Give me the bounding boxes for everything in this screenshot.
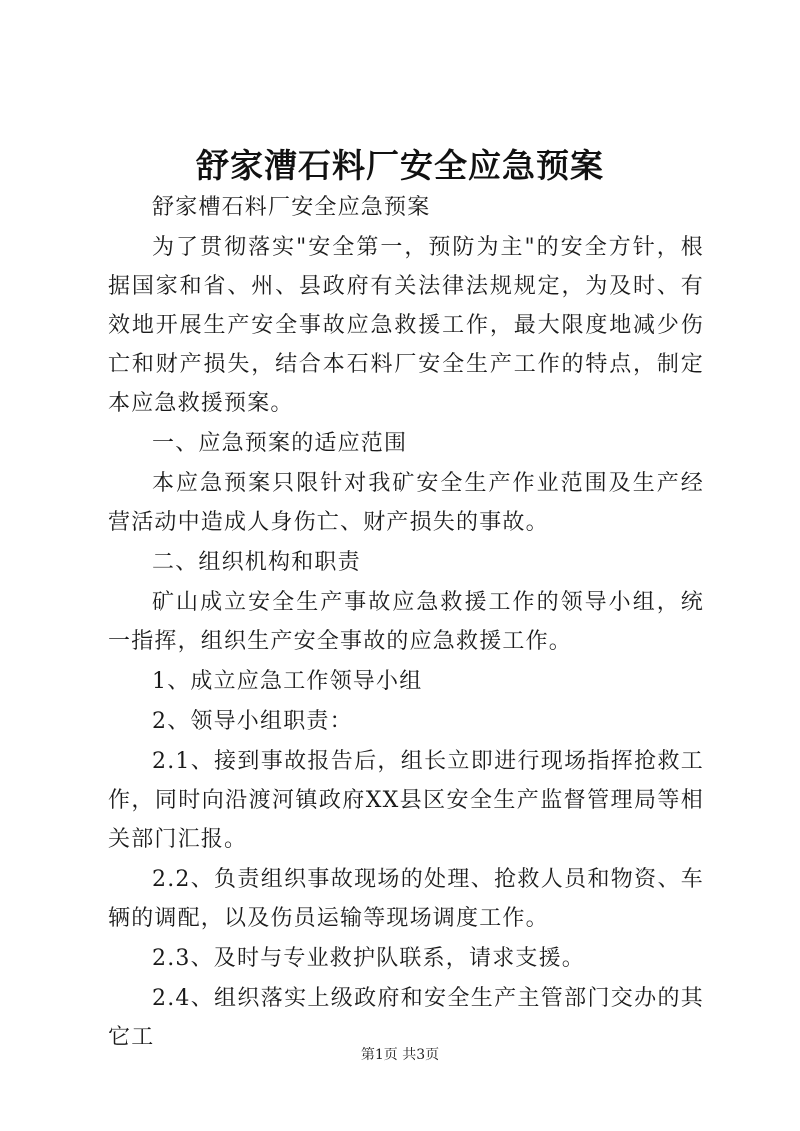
paragraph-organization: 矿山成立安全生产事故应急救援工作的领导小组，统一指挥，组织生产安全事故的应急救援工作。 <box>108 590 704 654</box>
duty-item-2-1: 2.1、接到事故报告后，组长立即进行现场指挥抢救工作，同时向沿渡河镇政府XX县区安全生产监督管理局等相关部门汇报。 <box>108 749 704 852</box>
paragraph-purpose: 为了贯彻落实"安全第一，预防为主"的安全方针，根据国家和省、州、县政府有关法律法规规定，为及时、有效地开展生产安全事故应急救援工作，最大限度地减少伤亡和财产损失，结合本石料厂安全生产工作的特点，制定本应急救援预案。 <box>108 235 704 416</box>
paragraph-subtitle: 舒家槽石料厂安全应急预案 <box>152 195 431 220</box>
page-footer: 第1页 共3页 <box>360 1047 440 1063</box>
paragraph-scope: 本应急预案只限针对我矿安全生产作业范围及生产经营活动中造成人身伤亡、财产损失的事故。 <box>108 471 704 535</box>
section-heading-organization: 二、组织机构和职责 <box>152 550 361 575</box>
document-title: 舒家漕石料厂安全应急预案 <box>196 146 604 185</box>
list-item-leadership-group: 1、成立应急工作领导小组 <box>152 669 423 694</box>
duty-item-2-3: 2.3、及时与专业救护队联系，请求支援。 <box>152 946 585 971</box>
document-body <box>108 188 704 1058</box>
section-heading-scope: 一、应急预案的适应范围 <box>152 431 408 456</box>
duty-item-2-4: 2.4、组织落实上级政府和安全生产主管部门交办的其它工 <box>108 986 704 1050</box>
duty-item-2-2: 2.2、负责组织事故现场的处理、抢救人员和物资、车辆的调配，以及伤员运输等现场调度工作。 <box>108 867 704 931</box>
list-item-group-duties: 2、领导小组职责： <box>152 709 353 734</box>
